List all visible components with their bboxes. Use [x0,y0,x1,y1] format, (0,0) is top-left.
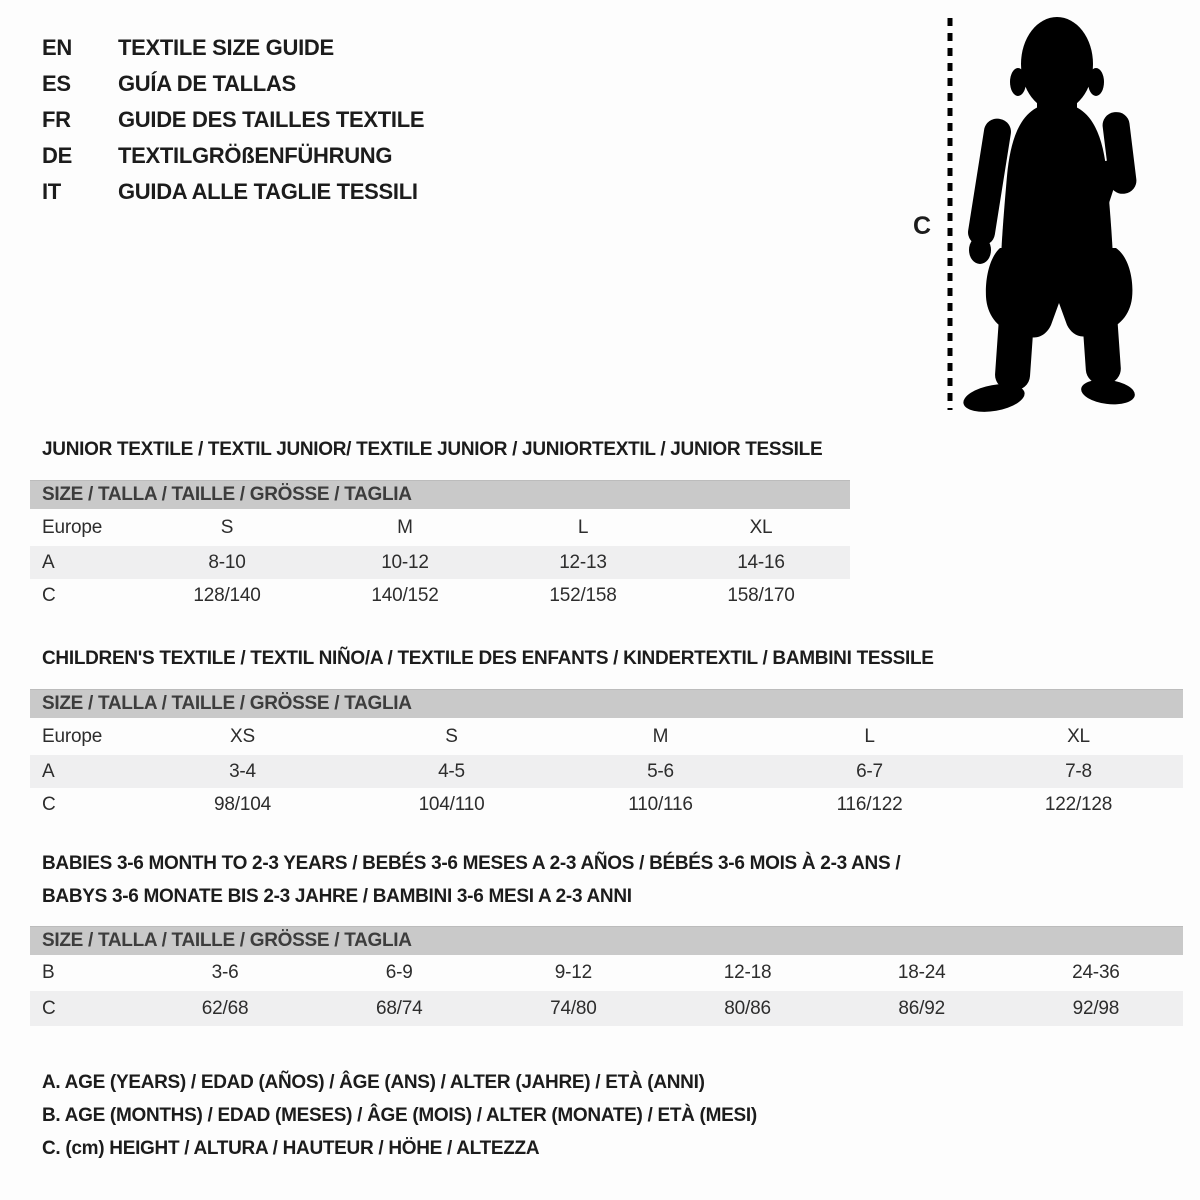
section-title-line: BABYS 3-6 MONATE BIS 2-3 JAHRE / BAMBINI 3-6 MESI A 2-3 ANNI [42,886,632,907]
size-cell: 14-16 [737,551,785,573]
junior-size-table [30,509,850,613]
size-cell: 140/152 [371,585,439,606]
language-code: IT [42,179,61,204]
row-label: C [42,585,56,606]
children-size-table [30,718,1183,822]
size-cell: 158/170 [727,585,795,606]
language-row [42,174,424,210]
size-cell: 8-10 [208,551,246,573]
babies-size-table [30,955,1183,1026]
size-cell: 62/68 [201,997,249,1019]
toddler-silhouette-icon [900,0,1160,425]
junior-section-title [42,437,822,463]
size-cell: 12-18 [723,962,772,983]
section-title-line: BABIES 3-6 MONTH TO 2-3 YEARS / BEBÉS 3-6 MESES A 2-3 AÑOS / BÉBÉS 3-6 MOIS À 2-3 ANS / [42,853,901,874]
language-header [42,30,424,210]
language-code: DE [42,143,72,168]
table-row [30,718,1183,755]
children-section-title [42,646,934,672]
legend-line-c: C. (cm) HEIGHT / ALTURA / HAUTEUR / HÖHE / ALTEZZA [42,1138,540,1159]
language-title: GUIDE DES TAILLES TEXTILE [118,107,425,132]
row-label: Europe [42,516,103,538]
size-cell: 152/158 [549,585,617,606]
size-cell: 12-13 [559,551,607,573]
table-row [30,579,850,613]
size-cell: 18-24 [897,962,946,983]
table-row [30,788,1183,822]
size-cell: 92/98 [1072,997,1120,1019]
size-cell: M [397,516,413,538]
language-code: EN [42,35,72,60]
table-row [30,955,1183,991]
language-title: GUÍA DE TALLAS [118,71,296,96]
legend-line-b: B. AGE (MONTHS) / EDAD (MESES) / ÂGE (MOIS) / ALTER (MONATE) / ETÀ (MESI) [42,1105,757,1126]
table-row [30,991,1183,1026]
size-cell: 128/140 [193,585,261,606]
size-cell: 86/92 [898,997,945,1019]
size-cell: 74/80 [550,997,597,1019]
table-row [30,755,1183,788]
size-cell: 9-12 [554,962,592,983]
legend [42,1066,757,1165]
size-cell: L [864,725,875,747]
language-row [42,138,424,174]
children-size-header: SIZE / TALLA / TAILLE / GRÖSSE / TAGLIA [30,689,1183,718]
size-cell: XS [230,725,255,747]
size-cell: 68/74 [375,997,423,1019]
language-row [42,102,424,138]
section-title-line: JUNIOR TEXTILE / TEXTIL JUNIOR/ TEXTILE JUNIOR / JUNIORTEXTIL / JUNIOR TESSILE [42,439,823,460]
size-cell: 122/128 [1044,794,1113,815]
size-cell: 5-6 [647,760,674,782]
row-label: C [42,794,56,815]
size-cell: M [652,725,669,747]
babies-size-header: SIZE / TALLA / TAILLE / GRÖSSE / TAGLIA [30,926,1183,955]
size-cell: S [445,725,458,747]
language-title: GUIDA ALLE TAGLIE TESSILI [118,179,418,204]
size-cell: 110/116 [628,794,693,815]
size-cell: S [220,516,234,538]
size-cell: 116/122 [836,794,903,815]
size-cell: 24-36 [1072,962,1120,983]
size-cell: 10-12 [381,551,429,573]
language-title: TEXTILGRÖßENFÜHRUNG [118,143,393,168]
size-cell: 98/104 [214,794,271,815]
table-row [30,546,850,579]
size-cell: 6-7 [856,760,883,782]
row-label: Europe [42,725,103,747]
babies-section-title [42,847,900,913]
table-row [30,509,850,546]
size-cell: XL [1067,725,1090,747]
language-title: TEXTILE SIZE GUIDE [118,35,334,60]
language-row [42,30,424,66]
junior-size-header: SIZE / TALLA / TAILLE / GRÖSSE / TAGLIA [30,480,850,509]
size-guide-figure [900,0,1160,425]
language-code: FR [42,107,71,132]
size-cell: 6-9 [385,962,413,983]
row-label: C [42,997,56,1019]
row-label: A [42,760,55,782]
row-label: B [42,962,55,983]
legend-line-a: A. AGE (YEARS) / EDAD (AÑOS) / ÂGE (ANS) / ALTER (JAHRE) / ETÀ (ANNI) [42,1072,705,1093]
height-measure-label: C [913,212,932,240]
section-title-line: CHILDREN'S TEXTILE / TEXTIL NIÑO/A / TEXTILE DES ENFANTS / KINDERTEXTIL / BAMBINI TESSILE [42,648,934,669]
size-cell: 3-4 [229,760,256,782]
language-code: ES [42,71,71,96]
size-cell: XL [749,516,773,538]
row-label: A [42,551,55,573]
size-cell: 7-8 [1065,760,1092,782]
size-cell: 80/86 [724,997,771,1019]
size-cell: 104/110 [418,794,485,815]
size-cell: 4-5 [438,760,465,782]
size-cell: L [577,516,589,538]
size-cell: 3-6 [211,962,239,983]
language-row [42,66,424,102]
